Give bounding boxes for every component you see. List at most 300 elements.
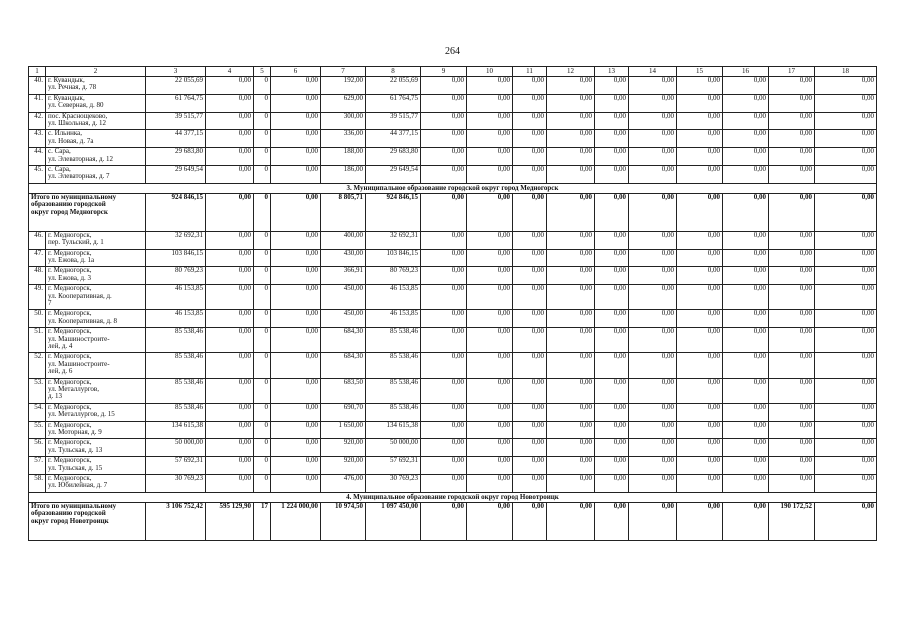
value-cell: 300,00: [321, 112, 366, 130]
address-cell: [46, 403, 146, 421]
name-line: г. Медногорск,: [48, 249, 92, 257]
name-line: ул. Речная, д. 78: [48, 83, 97, 92]
value-cell: 0,00: [467, 249, 513, 267]
value-cell: 0,00: [513, 77, 547, 95]
value-cell: 0,00: [421, 474, 467, 492]
value-cell: 0,00: [271, 267, 321, 285]
column-header: 14: [629, 67, 677, 77]
table-row: [29, 439, 877, 457]
name-line: ул. Моторная, д. 9: [48, 427, 102, 436]
value-cell: 85 538,46: [366, 328, 421, 353]
name-line: г. Медногорск,: [48, 378, 92, 386]
value-cell: 0,00: [467, 502, 513, 540]
section-title: 3. Муниципальное образование городской округ город Медногорск: [29, 183, 877, 193]
name-line: ул. Металлургов, д. 15: [48, 410, 115, 419]
value-cell: 0,00: [595, 310, 629, 328]
value-cell: 0: [254, 112, 271, 130]
value-cell: 0,00: [206, 310, 254, 328]
value-cell: 29 649,54: [366, 165, 421, 183]
value-cell: 0,00: [769, 77, 815, 95]
row-number: 40.: [29, 77, 46, 95]
value-cell: 0,00: [467, 165, 513, 183]
name-line: ул. Северная, д. 80: [48, 101, 104, 110]
value-cell: 0,00: [815, 457, 877, 475]
value-cell: 0,00: [723, 353, 769, 378]
name-line: г. Медногорск,: [48, 352, 92, 361]
row-number: 58.: [29, 474, 46, 492]
value-cell: 0,00: [723, 421, 769, 439]
total-label: [29, 193, 146, 231]
value-cell: 0,00: [815, 94, 877, 112]
value-cell: 0,00: [547, 231, 595, 249]
table-row: [29, 378, 877, 403]
value-cell: 0,00: [815, 77, 877, 95]
value-cell: 0,00: [206, 130, 254, 148]
value-cell: 1 650,00: [321, 421, 366, 439]
row-number: 44.: [29, 148, 46, 166]
address-cell: [46, 328, 146, 353]
total-label: [29, 502, 146, 540]
value-cell: 0,00: [467, 353, 513, 378]
value-cell: 0,00: [206, 77, 254, 95]
value-cell: 0,00: [677, 310, 723, 328]
value-cell: 0,00: [547, 112, 595, 130]
value-cell: 80 769,23: [146, 267, 206, 285]
value-cell: 0: [254, 403, 271, 421]
value-cell: 0: [254, 249, 271, 267]
row-number: 55.: [29, 421, 46, 439]
value-cell: 0,00: [595, 94, 629, 112]
value-cell: 0,00: [815, 231, 877, 249]
value-cell: 134 615,38: [146, 421, 206, 439]
name-line: образованию городской: [31, 509, 106, 518]
value-cell: 0,00: [513, 193, 547, 231]
value-cell: 0,00: [513, 474, 547, 492]
value-cell: 0: [254, 267, 271, 285]
value-cell: 0,00: [723, 249, 769, 267]
row-number: 50.: [29, 310, 46, 328]
name-line: г. Медногорск,: [48, 403, 92, 411]
value-cell: 61 764,75: [366, 94, 421, 112]
value-cell: 920,00: [321, 457, 366, 475]
value-cell: 0,00: [723, 403, 769, 421]
value-cell: 0,00: [815, 310, 877, 328]
value-cell: 0,00: [513, 94, 547, 112]
value-cell: 0,00: [271, 112, 321, 130]
value-cell: 0,00: [629, 502, 677, 540]
value-cell: 0,00: [271, 378, 321, 403]
name-line: г. Медногорск,: [48, 456, 92, 465]
value-cell: 0,00: [206, 378, 254, 403]
value-cell: 29 649,54: [146, 165, 206, 183]
value-cell: 0,00: [815, 249, 877, 267]
value-cell: 39 515,77: [146, 112, 206, 130]
address-cell: [46, 148, 146, 166]
value-cell: 46 153,85: [366, 310, 421, 328]
column-header: 11: [513, 67, 547, 77]
total-row: [29, 502, 877, 540]
value-cell: 0,00: [723, 439, 769, 457]
column-header: 12: [547, 67, 595, 77]
value-cell: 1 097 450,00: [366, 502, 421, 540]
value-cell: 186,00: [321, 165, 366, 183]
value-cell: 0,00: [206, 231, 254, 249]
value-cell: 0,00: [206, 112, 254, 130]
value-cell: 0,00: [467, 285, 513, 310]
name-line: ул. Элеваторная, д. 12: [48, 154, 114, 163]
value-cell: 0,00: [595, 193, 629, 231]
value-cell: 85 538,46: [146, 328, 206, 353]
value-cell: 22 055,69: [366, 77, 421, 95]
value-cell: 683,50: [321, 378, 366, 403]
table-row: [29, 353, 877, 378]
name-line: ул. Кооперативная, д. 8: [48, 316, 118, 325]
value-cell: 0,00: [467, 457, 513, 475]
value-cell: 0,00: [629, 267, 677, 285]
value-cell: 0,00: [677, 439, 723, 457]
value-cell: 0,00: [815, 502, 877, 540]
value-cell: 32 692,31: [146, 231, 206, 249]
value-cell: 0,00: [595, 328, 629, 353]
value-cell: 188,00: [321, 148, 366, 166]
address-cell: [46, 165, 146, 183]
value-cell: 0,00: [547, 249, 595, 267]
value-cell: 0,00: [629, 285, 677, 310]
value-cell: 0,00: [723, 378, 769, 403]
value-cell: 0,00: [815, 285, 877, 310]
value-cell: 0,00: [467, 439, 513, 457]
name-line: лей, д. 4: [48, 341, 73, 350]
value-cell: 0,00: [467, 421, 513, 439]
column-header: 15: [677, 67, 723, 77]
column-header: 7: [321, 67, 366, 77]
value-cell: 0,00: [629, 310, 677, 328]
value-cell: 0,00: [677, 328, 723, 353]
value-cell: 690,70: [321, 403, 366, 421]
value-cell: 0,00: [513, 285, 547, 310]
value-cell: 0,00: [271, 77, 321, 95]
value-cell: 0,00: [677, 285, 723, 310]
value-cell: 0,00: [547, 94, 595, 112]
column-header: 6: [271, 67, 321, 77]
name-line: ул. Тульская, д. 15: [48, 463, 103, 472]
name-line: ул. Новая, д. 7а: [48, 136, 94, 145]
value-cell: 0,00: [723, 193, 769, 231]
name-line: с. Сара,: [48, 165, 71, 173]
column-header: 4: [206, 67, 254, 77]
value-cell: 0,00: [629, 474, 677, 492]
value-cell: 0,00: [513, 249, 547, 267]
value-cell: 85 538,46: [366, 353, 421, 378]
value-cell: 0,00: [467, 231, 513, 249]
value-cell: 0,00: [629, 353, 677, 378]
value-cell: 0,00: [769, 193, 815, 231]
value-cell: 0,00: [421, 165, 467, 183]
name-line: пер. Тульский, д. 1: [48, 238, 104, 247]
value-cell: 0,00: [815, 474, 877, 492]
value-cell: 0,00: [723, 112, 769, 130]
value-cell: 0,00: [271, 285, 321, 310]
address-cell: [46, 439, 146, 457]
value-cell: 0,00: [595, 378, 629, 403]
name-line: ул. Ежова, д. 3: [48, 273, 92, 282]
value-cell: 0,00: [629, 94, 677, 112]
name-line: г. Медногорск,: [48, 421, 92, 429]
value-cell: 0,00: [421, 112, 467, 130]
value-cell: 0,00: [769, 403, 815, 421]
value-cell: 0,00: [595, 112, 629, 130]
name-line: г. Кувандык,: [48, 94, 85, 102]
value-cell: 0,00: [206, 165, 254, 183]
address-cell: [46, 421, 146, 439]
name-line: г. Медногорск,: [48, 266, 92, 275]
value-cell: 0,00: [513, 403, 547, 421]
value-cell: 0,00: [677, 457, 723, 475]
value-cell: 0: [254, 193, 271, 231]
name-line: ул. Тульская, д. 13: [48, 445, 103, 454]
value-cell: 0,00: [595, 130, 629, 148]
name-line: ул. Элеваторная, д. 7: [48, 172, 110, 181]
row-number: 43.: [29, 130, 46, 148]
row-number: 41.: [29, 94, 46, 112]
value-cell: 50 000,00: [366, 439, 421, 457]
value-cell: 39 515,77: [366, 112, 421, 130]
value-cell: 0,00: [547, 267, 595, 285]
value-cell: 0,00: [595, 421, 629, 439]
value-cell: 50 000,00: [146, 439, 206, 457]
address-cell: [46, 112, 146, 130]
value-cell: 0,00: [723, 77, 769, 95]
value-cell: 0,00: [677, 353, 723, 378]
table-row: [29, 165, 877, 183]
value-cell: 0,00: [595, 249, 629, 267]
value-cell: 0,00: [769, 353, 815, 378]
value-cell: 0,00: [769, 439, 815, 457]
column-header: 8: [366, 67, 421, 77]
value-cell: 0,00: [206, 474, 254, 492]
value-cell: 0,00: [723, 310, 769, 328]
table-row: [29, 457, 877, 475]
table-row: [29, 267, 877, 285]
value-cell: 0,00: [769, 112, 815, 130]
value-cell: 0,00: [815, 403, 877, 421]
page-number: 264: [445, 46, 460, 57]
value-cell: 61 764,75: [146, 94, 206, 112]
value-cell: 0,00: [467, 267, 513, 285]
value-cell: 0,00: [723, 148, 769, 166]
value-cell: 0,00: [677, 267, 723, 285]
row-number: 51.: [29, 328, 46, 353]
value-cell: 0,00: [815, 267, 877, 285]
value-cell: 0,00: [769, 285, 815, 310]
value-cell: 0,00: [206, 421, 254, 439]
value-cell: 0,00: [723, 94, 769, 112]
value-cell: 85 538,46: [146, 353, 206, 378]
value-cell: 0,00: [206, 403, 254, 421]
address-cell: [46, 130, 146, 148]
name-line: образованию городской: [31, 200, 106, 209]
column-header: 10: [467, 67, 513, 77]
value-cell: 0,00: [467, 403, 513, 421]
name-line: 7: [48, 298, 52, 307]
value-cell: 0,00: [271, 193, 321, 231]
row-number: 53.: [29, 378, 46, 403]
column-header: 2: [46, 67, 146, 77]
value-cell: 0,00: [206, 148, 254, 166]
row-number: 48.: [29, 267, 46, 285]
value-cell: 0: [254, 457, 271, 475]
value-cell: 0,00: [206, 439, 254, 457]
value-cell: 44 377,15: [146, 130, 206, 148]
value-cell: 0,00: [677, 474, 723, 492]
value-cell: 0,00: [677, 378, 723, 403]
value-cell: 0,00: [271, 353, 321, 378]
value-cell: 0: [254, 77, 271, 95]
name-line: г. Медногорск,: [48, 284, 92, 293]
name-line: ул. Школьная, д. 12: [48, 119, 107, 127]
value-cell: 0,00: [513, 439, 547, 457]
address-cell: [46, 378, 146, 403]
value-cell: 0,00: [677, 130, 723, 148]
value-cell: 476,00: [321, 474, 366, 492]
table-row: [29, 474, 877, 492]
value-cell: 0,00: [677, 148, 723, 166]
value-cell: 0,00: [513, 165, 547, 183]
value-cell: 0,00: [421, 457, 467, 475]
value-cell: 0,00: [723, 165, 769, 183]
value-cell: 0,00: [206, 267, 254, 285]
table-row: [29, 249, 877, 267]
value-cell: 0,00: [271, 231, 321, 249]
value-cell: 0,00: [815, 148, 877, 166]
value-cell: 85 538,46: [146, 378, 206, 403]
value-cell: 0,00: [421, 249, 467, 267]
value-cell: 0,00: [815, 328, 877, 353]
value-cell: 0,00: [629, 378, 677, 403]
value-cell: 0,00: [595, 439, 629, 457]
table-row: [29, 403, 877, 421]
value-cell: 0,00: [723, 231, 769, 249]
value-cell: 0,00: [815, 112, 877, 130]
value-cell: 0,00: [677, 403, 723, 421]
value-cell: 0,00: [595, 457, 629, 475]
value-cell: 46 153,85: [366, 285, 421, 310]
value-cell: 0,00: [595, 285, 629, 310]
name-line: ул. Металлургов,: [48, 384, 99, 393]
value-cell: 0,00: [271, 94, 321, 112]
address-cell: [46, 457, 146, 475]
value-cell: 32 692,31: [366, 231, 421, 249]
value-cell: 0: [254, 474, 271, 492]
name-line: ул. Машиностроите-: [48, 359, 110, 368]
value-cell: 0,00: [513, 231, 547, 249]
value-cell: 0,00: [629, 165, 677, 183]
value-cell: 0,00: [547, 165, 595, 183]
value-cell: 0,00: [723, 285, 769, 310]
value-cell: 0,00: [271, 310, 321, 328]
section-title: 4. Муниципальное образование городской округ город Новотроицк: [29, 492, 877, 502]
value-cell: 0: [254, 353, 271, 378]
value-cell: 8 805,71: [321, 193, 366, 231]
address-cell: [46, 285, 146, 310]
column-header: 9: [421, 67, 467, 77]
value-cell: 0,00: [595, 403, 629, 421]
value-cell: 0,00: [769, 94, 815, 112]
value-cell: 0,00: [271, 474, 321, 492]
value-cell: 0,00: [547, 77, 595, 95]
value-cell: 0,00: [513, 112, 547, 130]
value-cell: 0,00: [271, 165, 321, 183]
value-cell: 44 377,15: [366, 130, 421, 148]
value-cell: 0,00: [595, 502, 629, 540]
value-cell: 920,00: [321, 439, 366, 457]
value-cell: 46 153,85: [146, 310, 206, 328]
value-cell: 0: [254, 148, 271, 166]
value-cell: 0,00: [547, 439, 595, 457]
value-cell: 46 153,85: [146, 285, 206, 310]
table-row: [29, 285, 877, 310]
value-cell: 0,00: [513, 378, 547, 403]
name-line: с. Ильинка,: [48, 129, 82, 138]
column-header: 1: [29, 67, 46, 77]
row-number: 45.: [29, 165, 46, 183]
value-cell: 336,00: [321, 130, 366, 148]
value-cell: 0,00: [677, 231, 723, 249]
value-cell: 0,00: [513, 353, 547, 378]
value-cell: 3 106 752,42: [146, 502, 206, 540]
name-line: ул. Машиностроите-: [48, 334, 110, 343]
value-cell: 0,00: [815, 353, 877, 378]
value-cell: 0,00: [421, 403, 467, 421]
value-cell: 0,00: [271, 148, 321, 166]
address-cell: [46, 94, 146, 112]
value-cell: 0,00: [769, 474, 815, 492]
value-cell: 0,00: [769, 231, 815, 249]
column-header: 16: [723, 67, 769, 77]
value-cell: 0,00: [629, 231, 677, 249]
column-header: 17: [769, 67, 815, 77]
value-cell: 0,00: [677, 193, 723, 231]
value-cell: 0,00: [513, 267, 547, 285]
value-cell: 0,00: [271, 457, 321, 475]
value-cell: 0: [254, 165, 271, 183]
value-cell: 0,00: [677, 165, 723, 183]
table-row: [29, 421, 877, 439]
value-cell: 0,00: [467, 378, 513, 403]
value-cell: 0,00: [769, 249, 815, 267]
value-cell: 0,00: [547, 285, 595, 310]
value-cell: 22 055,69: [146, 77, 206, 95]
value-cell: 0,00: [815, 130, 877, 148]
value-cell: 0,00: [421, 77, 467, 95]
value-cell: 0,00: [421, 94, 467, 112]
value-cell: 924 846,15: [146, 193, 206, 231]
value-cell: 0,00: [629, 457, 677, 475]
value-cell: 0,00: [271, 421, 321, 439]
value-cell: 85 538,46: [366, 403, 421, 421]
value-cell: 0,00: [547, 421, 595, 439]
value-cell: 134 615,38: [366, 421, 421, 439]
table-body: [29, 77, 877, 541]
value-cell: 0,00: [421, 502, 467, 540]
value-cell: 0,00: [547, 457, 595, 475]
name-line: округ город Медногорск: [31, 207, 108, 216]
address-cell: [46, 77, 146, 95]
address-cell: [46, 310, 146, 328]
value-cell: 684,30: [321, 353, 366, 378]
value-cell: 0,00: [421, 231, 467, 249]
value-cell: 0,00: [769, 130, 815, 148]
